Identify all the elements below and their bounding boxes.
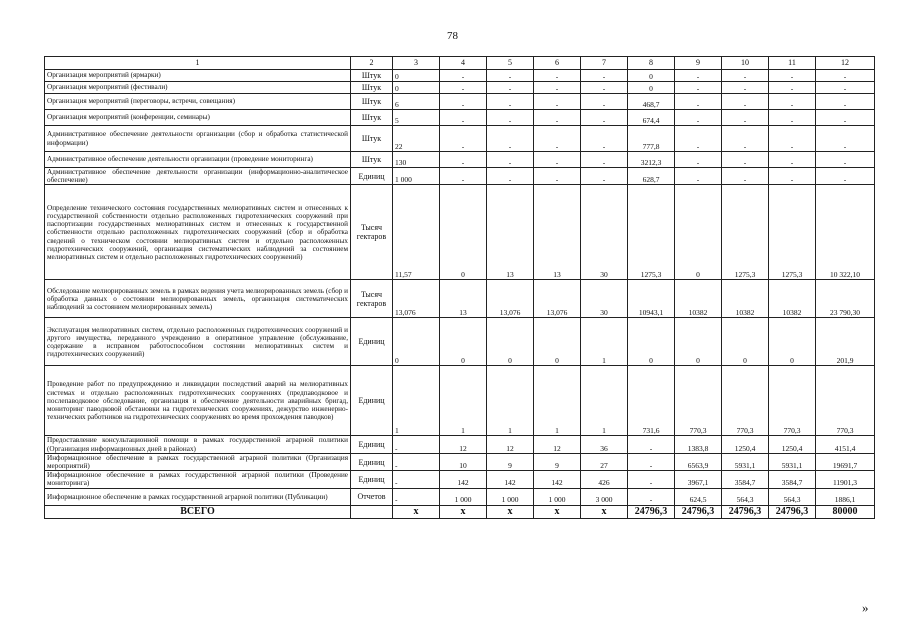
page-number: 78 <box>447 30 458 42</box>
row-value: - <box>534 70 581 82</box>
budget-table <box>44 56 875 519</box>
row-value: - <box>393 436 440 453</box>
closing-quote-mark: » <box>862 600 869 615</box>
row-value: 10382 <box>675 280 722 318</box>
row-value: 22 <box>393 126 440 152</box>
row-value: 1250,4 <box>722 436 769 453</box>
row-value: 1 <box>487 366 534 436</box>
row-value: 0 <box>722 318 769 366</box>
row-value: 5931,1 <box>722 453 769 470</box>
total-value: 24796,3 <box>722 505 769 518</box>
row-value: - <box>393 488 440 505</box>
row-value: 1 <box>581 318 628 366</box>
row-value: - <box>769 110 816 126</box>
row-value: 3212,3 <box>628 152 675 168</box>
row-unit: Единиц <box>351 366 393 436</box>
row-value: - <box>722 152 769 168</box>
row-value: - <box>487 110 534 126</box>
row-value: 1 000 <box>534 488 581 505</box>
table-row <box>45 366 875 436</box>
row-value: - <box>581 152 628 168</box>
row-value: - <box>722 110 769 126</box>
row-value: 0 <box>675 318 722 366</box>
row-value: - <box>769 70 816 82</box>
row-value: - <box>816 168 875 185</box>
row-value: - <box>581 70 628 82</box>
row-value: - <box>675 70 722 82</box>
total-unit <box>351 505 393 518</box>
row-value: - <box>534 110 581 126</box>
row-unit: Штук <box>351 126 393 152</box>
total-value: x <box>393 505 440 518</box>
row-value: 3 000 <box>581 488 628 505</box>
column-header-row <box>45 57 875 70</box>
table-row <box>45 471 875 488</box>
table-body <box>45 57 875 519</box>
row-value: 3584,7 <box>722 471 769 488</box>
row-value: - <box>440 168 487 185</box>
row-value: 0 <box>440 318 487 366</box>
row-name: Организация мероприятий (ярмарки) <box>45 70 351 82</box>
row-value: 564,3 <box>769 488 816 505</box>
row-value: 564,3 <box>722 488 769 505</box>
row-value: 770,3 <box>769 366 816 436</box>
row-value: - <box>440 70 487 82</box>
row-value: - <box>581 168 628 185</box>
table-row <box>45 126 875 152</box>
row-value: 5931,1 <box>769 453 816 470</box>
row-value: - <box>393 471 440 488</box>
column-header: 3 <box>393 57 440 70</box>
row-value: - <box>675 82 722 94</box>
total-value: x <box>487 505 534 518</box>
row-value: 0 <box>440 185 487 280</box>
row-value: - <box>487 82 534 94</box>
row-value: - <box>534 94 581 110</box>
column-header: 11 <box>769 57 816 70</box>
row-value: - <box>769 82 816 94</box>
column-header: 2 <box>351 57 393 70</box>
row-value: 3967,1 <box>675 471 722 488</box>
row-unit: Штук <box>351 94 393 110</box>
row-value: - <box>769 94 816 110</box>
row-value: - <box>769 152 816 168</box>
row-name: Эксплуатация мелиоративных систем, отдельно расположенных гидротехнических сооружений и другого имущества, переданного учреждению в оперативное управление (обслуживание, содержание в исправном работоспособном состоянии мелиоративных систем и гидротехнических сооружений) <box>45 318 351 366</box>
row-value: 13 <box>440 280 487 318</box>
row-value: 10 <box>440 453 487 470</box>
row-value: 4151,4 <box>816 436 875 453</box>
row-value: 3584,7 <box>769 471 816 488</box>
row-value: 10382 <box>722 280 769 318</box>
row-value: 0 <box>534 318 581 366</box>
row-name: Предоставление консультационной помощи в рамках государственной аграрной политики (Организация информационных дней в районах) <box>45 436 351 453</box>
column-header: 6 <box>534 57 581 70</box>
row-value: 731,6 <box>628 366 675 436</box>
row-value: 1275,3 <box>769 185 816 280</box>
row-value: - <box>816 152 875 168</box>
total-value: 24796,3 <box>675 505 722 518</box>
column-header: 1 <box>45 57 351 70</box>
row-value: 1275,3 <box>722 185 769 280</box>
row-unit: Единиц <box>351 318 393 366</box>
row-value: - <box>675 168 722 185</box>
row-value: - <box>628 471 675 488</box>
total-value: 80000 <box>816 505 875 518</box>
row-value: - <box>534 168 581 185</box>
row-value: 10382 <box>769 280 816 318</box>
row-value: 36 <box>581 436 628 453</box>
row-name: Административное обеспечение деятельности организации (информационно-аналитическое обеспечение) <box>45 168 351 185</box>
row-value: 770,3 <box>675 366 722 436</box>
table-row <box>45 185 875 280</box>
row-value: 0 <box>393 70 440 82</box>
row-unit: Единиц <box>351 436 393 453</box>
total-row <box>45 505 875 518</box>
row-value: 0 <box>393 318 440 366</box>
row-value: 1886,1 <box>816 488 875 505</box>
column-header: 5 <box>487 57 534 70</box>
row-name: Административное обеспечение деятельности организации (проведение мониторинга) <box>45 152 351 168</box>
row-value: - <box>440 82 487 94</box>
row-value: 6 <box>393 94 440 110</box>
row-value: 9 <box>487 453 534 470</box>
row-value: 426 <box>581 471 628 488</box>
row-value: - <box>581 126 628 152</box>
row-value: 1 <box>440 366 487 436</box>
row-value: - <box>722 82 769 94</box>
row-value: 624,5 <box>675 488 722 505</box>
row-unit: Единиц <box>351 168 393 185</box>
row-value: 142 <box>440 471 487 488</box>
row-name: Проведение работ по предупреждению и ликвидации последствий аварий на мелиоративных системах и отдельно расположенных гидротехнических сооружениях (предпаводковое и послепаводковое обследование, организация и обеспечение деятельности аварийных бригад, мониторинг паводковой обстановки на гидротехнических сооружениях, дежурство инженерно-технических работников на гидротехнических сооружениях во время прохождения паводков) <box>45 366 351 436</box>
row-unit: Штук <box>351 110 393 126</box>
row-unit: Тысяч гектаров <box>351 280 393 318</box>
row-value: 142 <box>534 471 581 488</box>
row-value: - <box>581 82 628 94</box>
row-value: 10943,1 <box>628 280 675 318</box>
row-value: - <box>628 436 675 453</box>
row-value: - <box>440 152 487 168</box>
row-value: 1275,3 <box>628 185 675 280</box>
row-value: 1 000 <box>393 168 440 185</box>
total-value: 24796,3 <box>769 505 816 518</box>
row-name: Определение технического состояния государственных мелиоративных систем и отнесенных к государственной собственности отдельно расположенных гидротехнических сооружений при паспортизации государственных мелиоративных систем и отнесенных к государственной собственности отдельно расположенных гидротехнических сооружений (сбор и обработка сведений о техническом состоянии мелиоративных систем и отдельно расположенных гидротехнических сооружений, организация систематических наблюдений за состоянием мелиоративных систем и отдельно расположенных гидротехнических сооружений) <box>45 185 351 280</box>
table-row <box>45 70 875 82</box>
row-value: - <box>675 110 722 126</box>
row-value: - <box>487 152 534 168</box>
row-value: 201,9 <box>816 318 875 366</box>
row-value: 0 <box>628 70 675 82</box>
row-value: 13 <box>534 185 581 280</box>
table-row <box>45 280 875 318</box>
row-value: 1 000 <box>487 488 534 505</box>
row-value: 23 790,30 <box>816 280 875 318</box>
row-value: - <box>581 110 628 126</box>
row-value: - <box>816 110 875 126</box>
row-value: 674,4 <box>628 110 675 126</box>
row-value: 11901,3 <box>816 471 875 488</box>
row-value: - <box>628 453 675 470</box>
row-value: 0 <box>628 82 675 94</box>
column-header: 12 <box>816 57 875 70</box>
row-value: - <box>816 70 875 82</box>
column-header: 4 <box>440 57 487 70</box>
row-value: 468,7 <box>628 94 675 110</box>
row-value: - <box>534 126 581 152</box>
row-value: - <box>675 152 722 168</box>
row-name: Организация мероприятий (конференции, семинары) <box>45 110 351 126</box>
row-value: 27 <box>581 453 628 470</box>
total-value: x <box>581 505 628 518</box>
row-value: 12 <box>440 436 487 453</box>
row-value: 6563,9 <box>675 453 722 470</box>
row-value: - <box>675 126 722 152</box>
row-value: - <box>534 152 581 168</box>
row-value: - <box>722 126 769 152</box>
row-value: - <box>440 110 487 126</box>
row-unit: Единиц <box>351 471 393 488</box>
row-value: 0 <box>628 318 675 366</box>
row-value: 13,076 <box>534 280 581 318</box>
row-name: Административное обеспечение деятельности организации (сбор и обработка статистической информации) <box>45 126 351 152</box>
row-value: 777,8 <box>628 126 675 152</box>
row-value: - <box>393 453 440 470</box>
row-value: 1 <box>534 366 581 436</box>
total-value: x <box>534 505 581 518</box>
row-value: - <box>440 126 487 152</box>
row-value: 19691,7 <box>816 453 875 470</box>
column-header: 7 <box>581 57 628 70</box>
row-value: - <box>581 94 628 110</box>
table-row <box>45 436 875 453</box>
total-value: 24796,3 <box>628 505 675 518</box>
table-row <box>45 453 875 470</box>
table-row <box>45 110 875 126</box>
row-name: Информационное обеспечение в рамках государственной аграрной политики (Проведение мониторинга) <box>45 471 351 488</box>
column-header: 10 <box>722 57 769 70</box>
row-name: Информационное обеспечение в рамках государственной аграрной политики (Публикации) <box>45 488 351 505</box>
column-header: 8 <box>628 57 675 70</box>
row-value: 11,57 <box>393 185 440 280</box>
row-value: - <box>769 126 816 152</box>
row-name: Организация мероприятий (фестивали) <box>45 82 351 94</box>
row-name: Информационное обеспечение в рамках государственной аграрной политики (Организация мероприятий) <box>45 453 351 470</box>
row-value: - <box>816 82 875 94</box>
row-value: - <box>816 94 875 110</box>
row-unit: Штук <box>351 70 393 82</box>
column-header: 9 <box>675 57 722 70</box>
row-value: - <box>487 70 534 82</box>
row-unit: Штук <box>351 152 393 168</box>
row-value: 1250,4 <box>769 436 816 453</box>
row-value: 770,3 <box>816 366 875 436</box>
row-value: 12 <box>534 436 581 453</box>
table-row <box>45 94 875 110</box>
row-value: 1 000 <box>440 488 487 505</box>
table-row <box>45 318 875 366</box>
row-value: - <box>628 488 675 505</box>
row-value: - <box>487 94 534 110</box>
row-value: 628,7 <box>628 168 675 185</box>
row-value: 13,076 <box>487 280 534 318</box>
row-value: 0 <box>393 82 440 94</box>
row-value: 0 <box>769 318 816 366</box>
row-value: - <box>722 70 769 82</box>
table-row <box>45 168 875 185</box>
table-row <box>45 488 875 505</box>
row-value: - <box>487 168 534 185</box>
total-value: x <box>440 505 487 518</box>
row-unit: Единиц <box>351 453 393 470</box>
row-value: - <box>440 94 487 110</box>
row-value: 0 <box>487 318 534 366</box>
row-value: - <box>816 126 875 152</box>
row-value: 10 322,10 <box>816 185 875 280</box>
row-value: 130 <box>393 152 440 168</box>
row-value: 1 <box>581 366 628 436</box>
row-value: 142 <box>487 471 534 488</box>
row-value: 9 <box>534 453 581 470</box>
row-value: 1 <box>393 366 440 436</box>
row-value: 770,3 <box>722 366 769 436</box>
row-name: Организация мероприятий (переговоры, встречи, совещания) <box>45 94 351 110</box>
row-name: Обследование мелиорированных земель в рамках ведения учета мелиорированных земель (сбор и обработка данных о состоянии мелиорированных земель, организация систематических наблюдений за состоянием мелиорированных земель) <box>45 280 351 318</box>
row-value: - <box>722 168 769 185</box>
row-value: 13,076 <box>393 280 440 318</box>
row-unit: Штук <box>351 82 393 94</box>
table-row <box>45 152 875 168</box>
row-value: - <box>487 126 534 152</box>
row-value: - <box>675 94 722 110</box>
row-value: - <box>769 168 816 185</box>
row-value: - <box>722 94 769 110</box>
row-unit: Отчетов <box>351 488 393 505</box>
table-row <box>45 82 875 94</box>
row-value: 13 <box>487 185 534 280</box>
row-value: 30 <box>581 280 628 318</box>
row-value: 30 <box>581 185 628 280</box>
total-label: ВСЕГО <box>45 505 351 518</box>
row-value: 0 <box>675 185 722 280</box>
row-value: 5 <box>393 110 440 126</box>
row-value: - <box>534 82 581 94</box>
row-value: 1383,8 <box>675 436 722 453</box>
row-unit: Тысяч гектаров <box>351 185 393 280</box>
row-value: 12 <box>487 436 534 453</box>
